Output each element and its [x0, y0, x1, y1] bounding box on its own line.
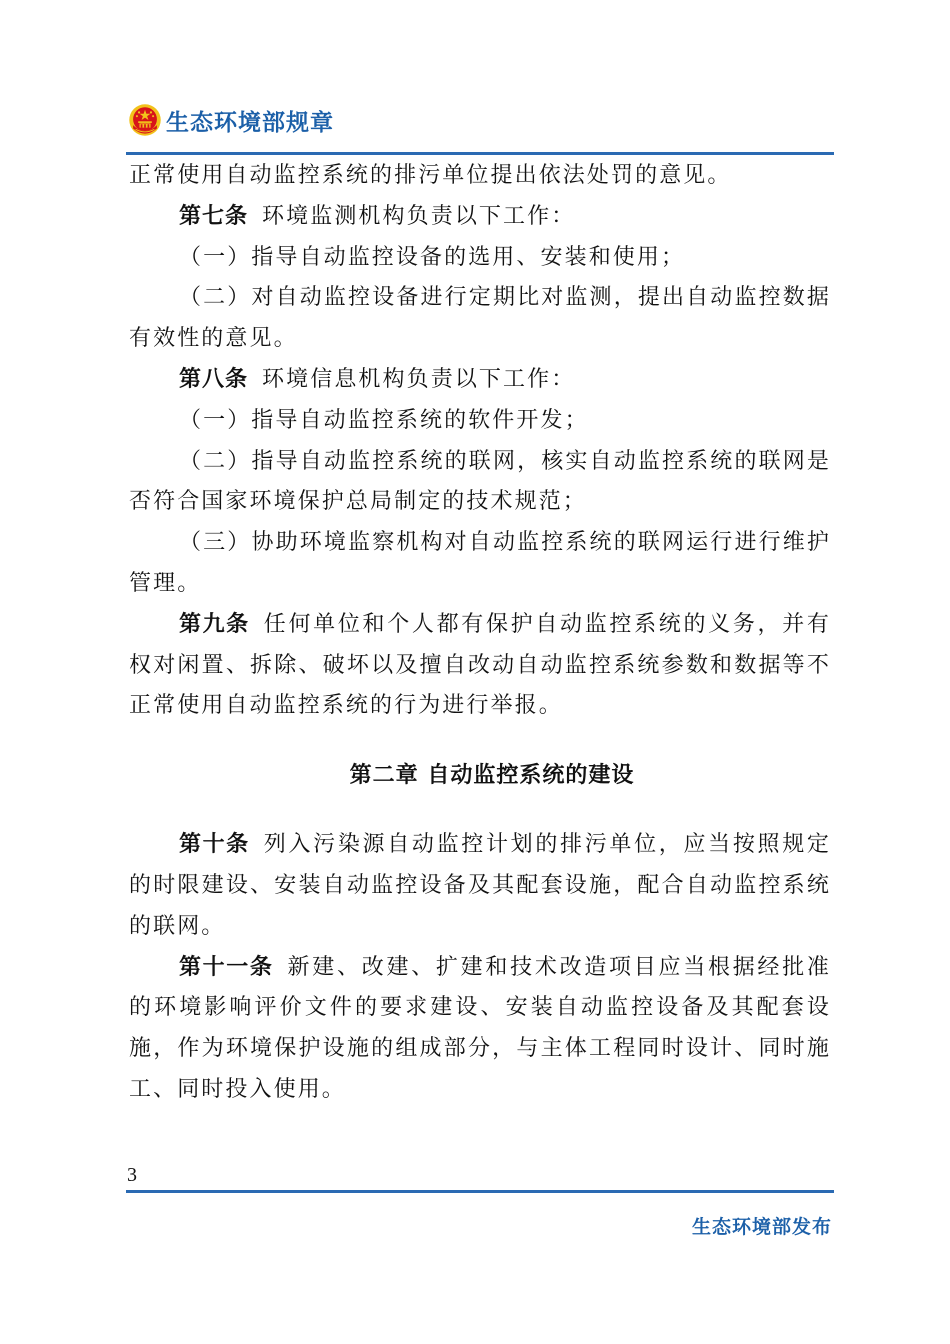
paragraph-text: 任何单位和个人都有保护自动监控系统的义务，并有权对闲置、拆除、破坏以及擅自改动自动监控系统参数和数据等不正常使用自动监控系统的行为进行举报。	[129, 611, 831, 719]
footer-divider	[126, 1190, 834, 1193]
paragraph-text: （一）指导自动监控系统的软件开发；	[179, 407, 589, 433]
chapter-title: 第二章 自动监控系统的建设	[349, 763, 635, 789]
article-number: 第十条	[179, 832, 250, 858]
paragraph	[129, 442, 831, 524]
section-articles-10-11	[129, 825, 831, 1111]
paragraph	[129, 238, 831, 279]
page-number: 3	[127, 1164, 137, 1186]
footer-publisher: 生态环境部发布	[691, 1216, 832, 1238]
article-number: 第七条	[179, 203, 249, 229]
paragraph	[129, 197, 831, 238]
paragraph-text: 正常使用自动监控系统的排污单位提出依法处罚的意见。	[129, 163, 732, 188]
paragraph	[129, 605, 831, 727]
paragraph-text: 环境监测机构负责以下工作：	[262, 203, 576, 229]
paragraph	[129, 156, 831, 197]
page-header	[128, 98, 334, 142]
paragraph-text: （一）指导自动监控设备的选用、安装和使用；	[179, 244, 686, 270]
header-title: 生态环境部规章	[166, 109, 334, 136]
paragraph-text: 新建、改建、扩建和技术改造项目应当根据经批准的环境影响评价文件的要求建设、安装自动监控设备及其配套设施，作为环境保护设施的组成部分，与主体工程同时设计、同时施工、同时投入使用。	[129, 954, 831, 1102]
paragraph	[129, 948, 831, 1111]
paragraph-text: 环境信息机构负责以下工作：	[262, 366, 576, 392]
paragraph-text: （三）协助环境监察机构对自动监控系统的联网运行进行维护管理。	[129, 530, 831, 596]
article-number: 第十一条	[179, 954, 274, 980]
document-body	[129, 156, 831, 1111]
paragraph	[129, 523, 831, 605]
paragraph-text: （二）指导自动监控系统的联网，核实自动监控系统的联网是否符合国家环境保护总局制定的技术规范；	[129, 448, 831, 515]
paragraph	[129, 278, 831, 360]
paragraph	[129, 825, 831, 947]
national-emblem-icon	[128, 103, 162, 137]
article-number: 第九条	[179, 611, 250, 637]
paragraph-text: 列入污染源自动监控计划的排污单位，应当按照规定的时限建设、安装自动监控设备及其配套设施，配合自动监控系统的联网。	[129, 832, 831, 939]
section-articles-7-9	[129, 156, 831, 727]
paragraph	[129, 360, 831, 401]
header-divider	[126, 152, 834, 155]
paragraph	[129, 401, 831, 442]
paragraph-text: （二）对自动监控设备进行定期比对监测，提出自动监控数据有效性的意见。	[129, 285, 831, 352]
article-number: 第八条	[179, 366, 249, 392]
